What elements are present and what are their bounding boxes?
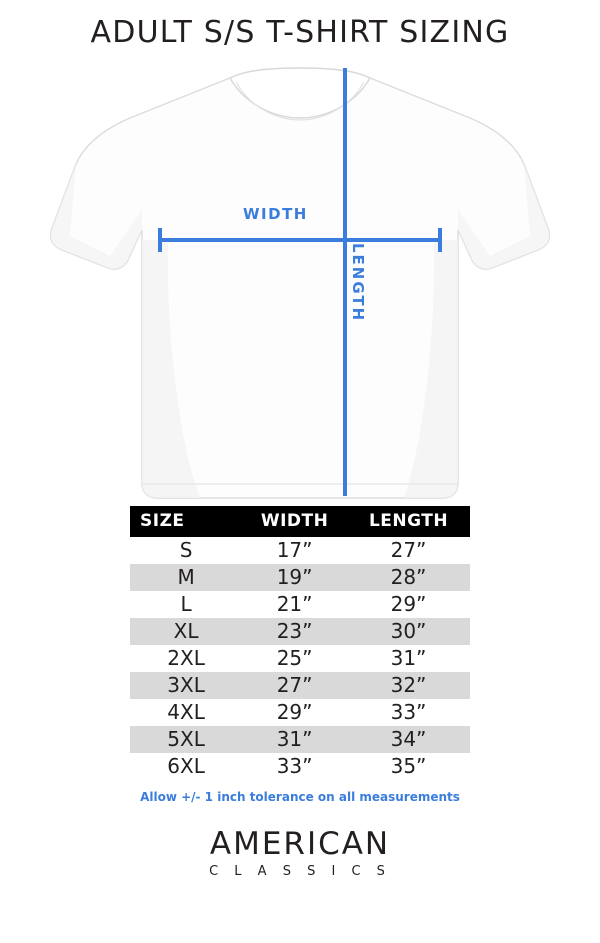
cell-size: 4XL (130, 699, 242, 726)
table-row (130, 753, 470, 780)
cell-length: 35” (347, 753, 470, 780)
cell-length: 31” (347, 645, 470, 672)
cell-width: 17” (242, 537, 347, 564)
cell-size: XL (130, 618, 242, 645)
cell-width: 31” (242, 726, 347, 753)
length-measure-label: LENGTH (349, 243, 367, 323)
cell-size: L (130, 591, 242, 618)
column-header-width: WIDTH (242, 506, 347, 537)
cell-width: 23” (242, 618, 347, 645)
table-row (130, 699, 470, 726)
size-chart-header (130, 506, 470, 537)
cell-width: 27” (242, 672, 347, 699)
cell-length: 33” (347, 699, 470, 726)
cell-size: 3XL (130, 672, 242, 699)
cell-size: M (130, 564, 242, 591)
tshirt-graphic (0, 60, 600, 500)
cell-length: 34” (347, 726, 470, 753)
cell-width: 33” (242, 753, 347, 780)
width-measure-label: WIDTH (243, 205, 308, 223)
size-chart-table (130, 506, 470, 780)
cell-length: 32” (347, 672, 470, 699)
cell-width: 19” (242, 564, 347, 591)
cell-length: 28” (347, 564, 470, 591)
cell-width: 21” (242, 591, 347, 618)
column-header-size: SIZE (130, 506, 242, 537)
table-header-row (130, 506, 470, 537)
brand-subtitle: C L A S S I C S (209, 864, 391, 879)
table-row (130, 537, 470, 564)
size-chart-body (130, 537, 470, 780)
page-title: ADULT S/S T-SHIRT SIZING (90, 15, 510, 50)
cell-size: 5XL (130, 726, 242, 753)
cell-size: S (130, 537, 242, 564)
cell-size: 2XL (130, 645, 242, 672)
table-row (130, 618, 470, 645)
cell-size: 6XL (130, 753, 242, 780)
table-row (130, 645, 470, 672)
table-row (130, 672, 470, 699)
cell-width: 29” (242, 699, 347, 726)
cell-length: 27” (347, 537, 470, 564)
table-row (130, 564, 470, 591)
cell-length: 30” (347, 618, 470, 645)
shirt-illustration (0, 60, 600, 500)
tolerance-note: Allow +/- 1 inch tolerance on all measurements (140, 790, 460, 804)
brand-name: AMERICAN (209, 826, 391, 862)
cell-width: 25” (242, 645, 347, 672)
brand-footer (0, 826, 600, 879)
size-chart (130, 506, 470, 780)
table-row (130, 726, 470, 753)
table-row (130, 591, 470, 618)
cell-length: 29” (347, 591, 470, 618)
column-header-length: LENGTH (347, 506, 470, 537)
